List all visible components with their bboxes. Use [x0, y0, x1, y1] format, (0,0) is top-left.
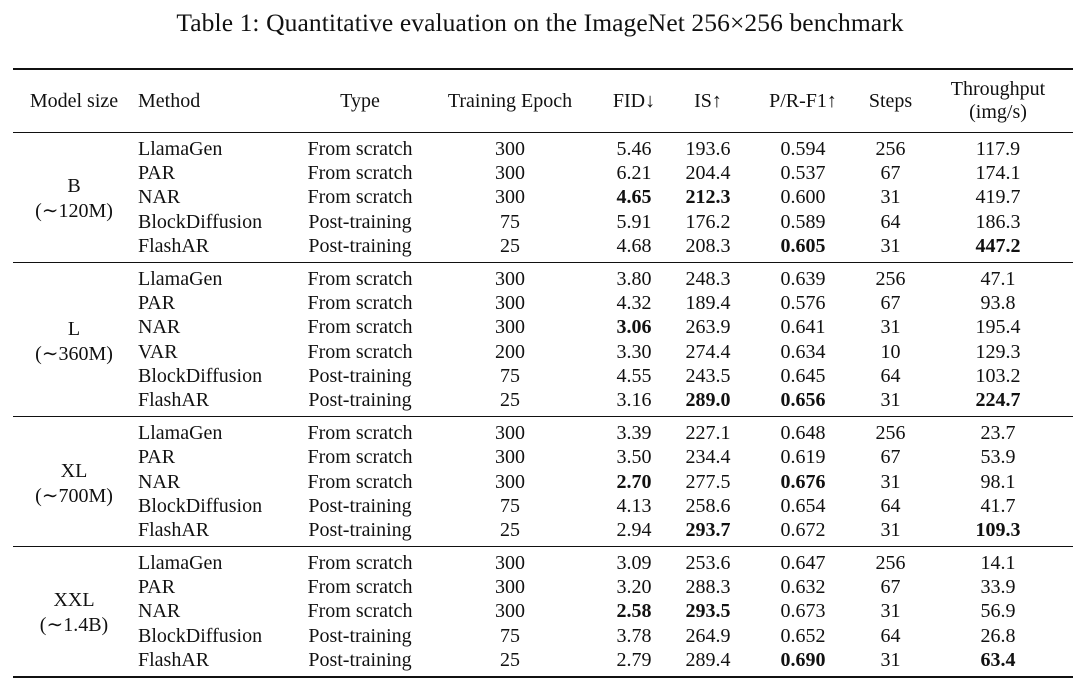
cell-is: 277.5	[685, 470, 731, 493]
model-group-xxl	[13, 547, 1073, 677]
cell-fid: 3.20	[616, 576, 652, 599]
cell-is: 264.9	[685, 624, 731, 647]
cell-prf1: 0.605	[780, 234, 826, 257]
cell-is: 189.4	[685, 292, 731, 315]
cell-fid: 4.32	[616, 292, 652, 315]
cell-type: From scratch	[307, 422, 413, 445]
cell-steps: 31	[880, 186, 901, 209]
cell-is: 253.6	[685, 552, 731, 575]
table-row	[13, 547, 1073, 576]
table-row	[13, 417, 1073, 446]
cell-is: 234.4	[685, 446, 731, 469]
cell-type: From scratch	[307, 138, 413, 161]
cell-method: PAR	[138, 446, 176, 469]
cell-type: From scratch	[307, 552, 413, 575]
header-training-epoch: Training Epoch	[447, 90, 573, 112]
model-size-cell	[13, 133, 135, 263]
header-method: Method	[138, 90, 201, 112]
cell-steps: 31	[880, 234, 901, 257]
cell-throughput: 109.3	[975, 518, 1021, 541]
table-header	[13, 69, 1073, 133]
cell-prf1: 0.656	[780, 388, 826, 411]
cell-steps: 31	[880, 648, 901, 671]
cell-method: FlashAR	[138, 648, 210, 671]
cell-method: PAR	[138, 162, 176, 185]
cell-throughput: 186.3	[975, 210, 1021, 233]
cell-method: BlockDiffusion	[138, 210, 263, 233]
cell-type: From scratch	[307, 292, 413, 315]
cell-epoch: 75	[500, 624, 520, 647]
cell-prf1: 0.690	[780, 648, 826, 671]
cell-fid: 4.13	[616, 494, 652, 517]
model-group-b	[13, 133, 1073, 263]
model-size-params: (∼360M)	[35, 342, 113, 365]
header-prf1: P/R-F1↑	[769, 90, 837, 112]
model-group-l	[13, 262, 1073, 416]
cell-prf1: 0.645	[780, 364, 826, 387]
cell-prf1: 0.576	[780, 292, 826, 315]
table-row	[13, 185, 1073, 209]
cell-is: 176.2	[685, 210, 731, 233]
cell-fid: 3.06	[616, 316, 652, 339]
model-group-xl	[13, 417, 1073, 547]
cell-fid: 2.70	[616, 470, 652, 493]
cell-type: From scratch	[307, 600, 413, 623]
cell-prf1: 0.672	[780, 518, 826, 541]
cell-fid: 3.78	[616, 624, 652, 647]
header-steps: Steps	[868, 90, 913, 112]
header-model-size: Model size	[29, 90, 119, 112]
cell-epoch: 300	[495, 268, 525, 291]
cell-method: LlamaGen	[138, 552, 223, 575]
cell-is: 193.6	[685, 138, 731, 161]
cell-fid: 6.21	[616, 162, 652, 185]
table-row	[13, 599, 1073, 623]
cell-method: FlashAR	[138, 234, 210, 257]
cell-prf1: 0.673	[780, 600, 826, 623]
cell-epoch: 300	[495, 186, 525, 209]
cell-fid: 3.09	[616, 552, 652, 575]
cell-fid: 2.94	[616, 518, 652, 541]
cell-method: LlamaGen	[138, 268, 223, 291]
cell-prf1: 0.589	[780, 210, 826, 233]
cell-method: NAR	[138, 470, 181, 493]
cell-fid: 5.91	[616, 210, 652, 233]
cell-fid: 3.30	[616, 340, 652, 363]
cell-is: 208.3	[685, 234, 731, 257]
cell-type: From scratch	[307, 470, 413, 493]
cell-steps: 67	[880, 576, 901, 599]
cell-is: 227.1	[685, 422, 731, 445]
cell-steps: 31	[880, 518, 901, 541]
model-size-cell	[13, 547, 135, 677]
cell-method: NAR	[138, 600, 181, 623]
cell-epoch: 75	[500, 494, 520, 517]
cell-epoch: 300	[495, 552, 525, 575]
cell-type: From scratch	[307, 340, 413, 363]
cell-steps: 67	[880, 292, 901, 315]
table-row	[13, 133, 1073, 162]
cell-prf1: 0.676	[780, 470, 826, 493]
cell-type: From scratch	[307, 162, 413, 185]
table-row	[13, 161, 1073, 185]
cell-is: 243.5	[685, 364, 731, 387]
cell-throughput: 47.1	[980, 268, 1016, 291]
cell-prf1: 0.639	[780, 268, 826, 291]
cell-fid: 3.16	[616, 388, 652, 411]
cell-method: FlashAR	[138, 388, 210, 411]
cell-method: BlockDiffusion	[138, 494, 263, 517]
cell-epoch: 25	[500, 234, 520, 257]
cell-is: 248.3	[685, 268, 731, 291]
cell-epoch: 300	[495, 422, 525, 445]
header-throughput-line2: (img/s)	[969, 101, 1027, 123]
header-throughput-line1: Throughput	[950, 78, 1046, 100]
cell-throughput: 23.7	[980, 422, 1016, 445]
table-row	[13, 518, 1073, 547]
cell-throughput: 224.7	[975, 388, 1021, 411]
cell-throughput: 14.1	[980, 552, 1016, 575]
model-size-params: (∼1.4B)	[39, 614, 109, 637]
cell-steps: 256	[875, 422, 906, 445]
table-row	[13, 364, 1073, 388]
cell-throughput: 98.1	[980, 470, 1016, 493]
cell-throughput: 26.8	[980, 624, 1016, 647]
cell-type: From scratch	[307, 446, 413, 469]
cell-prf1: 0.634	[780, 340, 826, 363]
cell-prf1: 0.600	[780, 186, 826, 209]
cell-fid: 5.46	[616, 138, 652, 161]
cell-is: 293.7	[685, 518, 731, 541]
cell-prf1: 0.648	[780, 422, 826, 445]
cell-steps: 31	[880, 600, 901, 623]
cell-method: NAR	[138, 186, 181, 209]
cell-steps: 256	[875, 552, 906, 575]
cell-type: Post-training	[308, 210, 412, 233]
model-size-label: XXL	[53, 589, 95, 612]
cell-throughput: 56.9	[980, 600, 1016, 623]
cell-epoch: 300	[495, 470, 525, 493]
cell-is: 204.4	[685, 162, 731, 185]
cell-epoch: 300	[495, 138, 525, 161]
cell-prf1: 0.537	[780, 162, 826, 185]
table-row	[13, 494, 1073, 518]
cell-is: 289.4	[685, 648, 731, 671]
table-row	[13, 234, 1073, 263]
cell-steps: 67	[880, 162, 901, 185]
table-row	[13, 648, 1073, 677]
cell-is: 293.5	[685, 600, 731, 623]
cell-is: 288.3	[685, 576, 731, 599]
cell-prf1: 0.594	[780, 138, 826, 161]
cell-epoch: 75	[500, 364, 520, 387]
model-size-label: B	[67, 175, 81, 198]
cell-prf1: 0.632	[780, 576, 826, 599]
cell-fid: 4.55	[616, 364, 652, 387]
table-row	[13, 210, 1073, 234]
table-row	[13, 575, 1073, 599]
cell-prf1: 0.652	[780, 624, 826, 647]
cell-fid: 4.65	[616, 186, 652, 209]
cell-is: 258.6	[685, 494, 731, 517]
cell-steps: 64	[880, 494, 901, 517]
cell-throughput: 41.7	[980, 494, 1016, 517]
model-size-params: (∼120M)	[35, 200, 113, 223]
cell-type: Post-training	[308, 234, 412, 257]
cell-throughput: 447.2	[975, 234, 1021, 257]
header-throughput	[923, 69, 1073, 133]
cell-fid: 3.80	[616, 268, 652, 291]
table-caption: Table 1: Quantitative evaluation on the ImageNet 256×256 benchmark	[176, 8, 904, 37]
model-size-params: (∼700M)	[35, 484, 113, 507]
cell-type: From scratch	[307, 316, 413, 339]
cell-fid: 2.58	[616, 600, 652, 623]
cell-steps: 31	[880, 316, 901, 339]
table-row	[13, 388, 1073, 417]
cell-is: 263.9	[685, 316, 731, 339]
cell-fid: 3.39	[616, 422, 652, 445]
table-row	[13, 445, 1073, 469]
cell-steps: 67	[880, 446, 901, 469]
cell-epoch: 300	[495, 576, 525, 599]
cell-type: Post-training	[308, 624, 412, 647]
cell-throughput: 53.9	[980, 446, 1016, 469]
results-table	[13, 68, 1073, 678]
cell-epoch: 300	[495, 446, 525, 469]
cell-fid: 2.79	[616, 648, 652, 671]
model-size-label: L	[67, 317, 81, 340]
cell-prf1: 0.654	[780, 494, 826, 517]
cell-throughput: 419.7	[975, 186, 1021, 209]
cell-steps: 31	[880, 388, 901, 411]
cell-epoch: 25	[500, 388, 520, 411]
cell-is: 274.4	[685, 340, 731, 363]
table-row	[13, 291, 1073, 315]
cell-method: FlashAR	[138, 518, 210, 541]
cell-steps: 64	[880, 364, 901, 387]
cell-steps: 10	[880, 340, 901, 363]
cell-steps: 256	[875, 268, 906, 291]
cell-type: From scratch	[307, 186, 413, 209]
cell-steps: 64	[880, 624, 901, 647]
cell-type: Post-training	[308, 388, 412, 411]
table-row	[13, 315, 1073, 339]
header-is: IS↑	[694, 90, 722, 112]
cell-prf1: 0.619	[780, 446, 826, 469]
table-row	[13, 340, 1073, 364]
cell-throughput: 174.1	[975, 162, 1021, 185]
cell-type: Post-training	[308, 648, 412, 671]
cell-method: NAR	[138, 316, 181, 339]
header-fid: FID↓	[612, 90, 656, 112]
table-row	[13, 624, 1073, 648]
cell-epoch: 300	[495, 292, 525, 315]
model-size-cell	[13, 417, 135, 547]
header-type: Type	[340, 90, 380, 112]
cell-epoch: 300	[495, 600, 525, 623]
cell-method: LlamaGen	[138, 138, 223, 161]
cell-prf1: 0.647	[780, 552, 826, 575]
cell-throughput: 103.2	[975, 364, 1021, 387]
cell-epoch: 25	[500, 518, 520, 541]
cell-steps: 256	[875, 138, 906, 161]
cell-epoch: 25	[500, 648, 520, 671]
cell-type: Post-training	[308, 494, 412, 517]
table-row	[13, 262, 1073, 291]
cell-epoch: 75	[500, 210, 520, 233]
cell-is: 212.3	[685, 186, 731, 209]
cell-fid: 3.50	[616, 446, 652, 469]
cell-epoch: 300	[495, 316, 525, 339]
cell-steps: 31	[880, 470, 901, 493]
cell-method: PAR	[138, 292, 176, 315]
cell-type: Post-training	[308, 364, 412, 387]
cell-fid: 4.68	[616, 234, 652, 257]
cell-throughput: 33.9	[980, 576, 1016, 599]
cell-type: From scratch	[307, 576, 413, 599]
cell-method: LlamaGen	[138, 422, 223, 445]
cell-prf1: 0.641	[780, 316, 826, 339]
cell-epoch: 300	[495, 162, 525, 185]
cell-method: PAR	[138, 576, 176, 599]
cell-method: BlockDiffusion	[138, 364, 263, 387]
cell-throughput: 63.4	[980, 648, 1016, 671]
model-size-cell	[13, 262, 135, 416]
cell-throughput: 129.3	[975, 340, 1021, 363]
cell-throughput: 117.9	[975, 138, 1021, 161]
table-row	[13, 469, 1073, 493]
model-size-label: XL	[60, 459, 88, 482]
cell-epoch: 200	[495, 340, 525, 363]
cell-method: VAR	[138, 340, 178, 363]
cell-type: Post-training	[308, 518, 412, 541]
cell-steps: 64	[880, 210, 901, 233]
cell-throughput: 93.8	[980, 292, 1016, 315]
cell-type: From scratch	[307, 268, 413, 291]
cell-is: 289.0	[685, 388, 731, 411]
cell-throughput: 195.4	[975, 316, 1021, 339]
cell-method: BlockDiffusion	[138, 624, 263, 647]
